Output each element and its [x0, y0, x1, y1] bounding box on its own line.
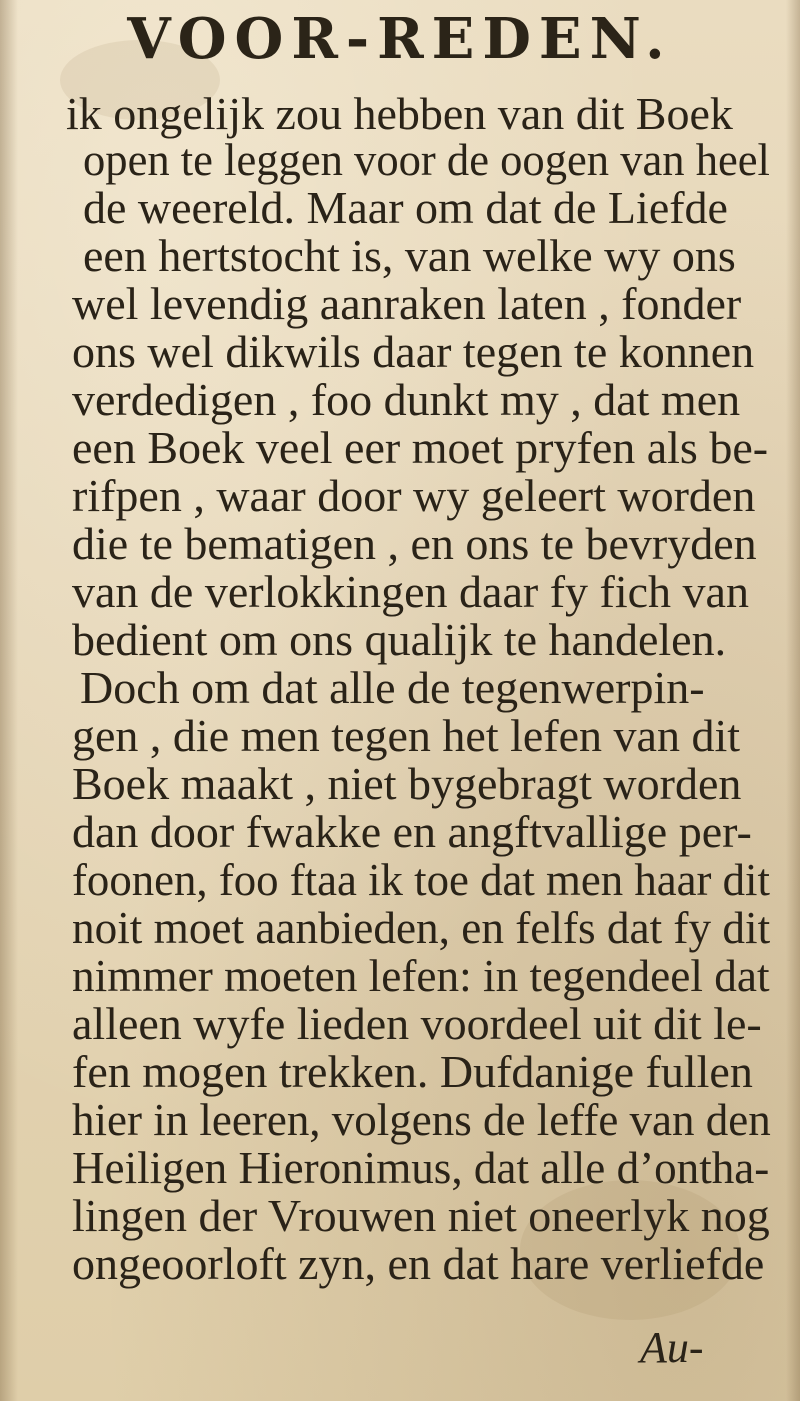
text-line: noit moet aanbieden, en felfs dat fy dit [72, 902, 771, 953]
text-line: ongeoorloft zyn, en dat hare verliefde [72, 1238, 765, 1289]
text-line: Boek maakt , niet bygebragt worden [72, 758, 742, 809]
text-line: gen , die men tegen het lefen van dit [72, 710, 741, 761]
text-line: alleen wyfe lieden voordeel uit dit le- [72, 998, 762, 1049]
text-line: van de verlokkingen daar fy fich van [72, 566, 749, 617]
text-line: ons wel dikwils daar tegen te konnen [72, 326, 755, 377]
text-line: rifpen , waar door wy geleert worden [72, 470, 756, 521]
text-line: wel levendig aanraken laten , fonder [72, 278, 742, 329]
text-line: nimmer moeten lefen: in tegendeel dat [72, 950, 770, 1001]
text-line: lingen der Vrouwen niet oneerlyk nog [72, 1190, 770, 1241]
text-line: de weereld. Maar om dat de Liefde [83, 182, 728, 233]
text-line: Heiligen Hieronimus, dat alle d’ontha- [72, 1142, 770, 1193]
text-line: bedient om ons qualijk te handelen. [72, 614, 727, 665]
text-line: verdedigen , foo dunkt my , dat men [72, 374, 741, 425]
text-line: dan door fwakke en angftvallige per- [72, 806, 752, 857]
page-edge-left [0, 0, 18, 1401]
text-line: die te bematigen , en ons te bevryden [72, 518, 757, 569]
text-line: foonen, foo ftaa ik toe dat men haar dit [72, 854, 770, 905]
page-heading: VOOR-REDEN. [127, 6, 673, 72]
text-line: Doch om dat alle de tegenwerpin- [80, 662, 705, 713]
text-line: ik ongelijk zou hebben van dit Boek [66, 88, 733, 139]
page-edge-right [786, 0, 800, 1401]
text-line: hier in leeren, volgens de leffe van den [72, 1094, 771, 1145]
text-line: een hertstocht is, van welke wy ons [83, 230, 736, 281]
text-line: een Boek veel eer moet pryfen als be- [72, 422, 769, 473]
catchword: Au- [640, 1323, 704, 1372]
text-line: open te leggen voor de oogen van heel [83, 134, 770, 185]
text-line: fen mogen trekken. Dufdanige fullen [72, 1046, 753, 1097]
